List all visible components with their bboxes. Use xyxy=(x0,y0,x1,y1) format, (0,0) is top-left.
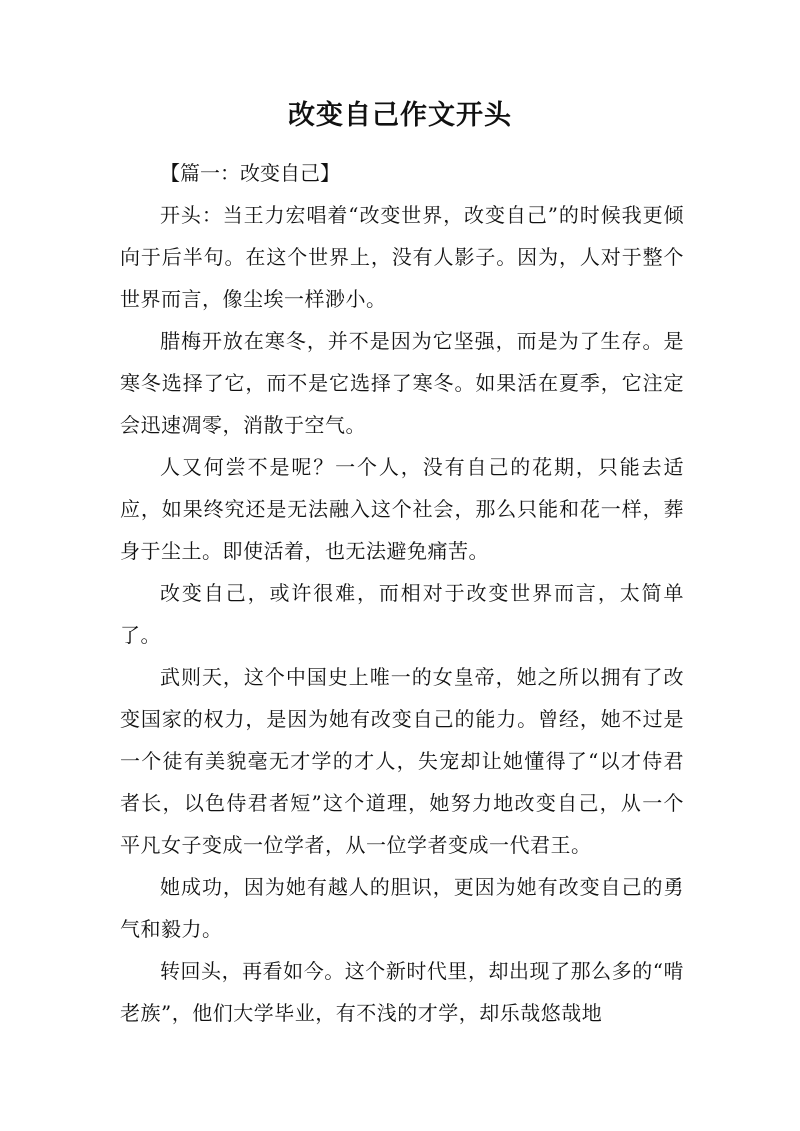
paragraph-5: 武则天，这个中国史上唯一的女皇帝，她之所以拥有了改变国家的权力，是因为她有改变自己的能力。曾经，她不过是一个徒有美貌毫无才学的才人，失宠却让她懂得了“以才侍君者长，以色侍君者短”这个道理，她努力地改变自己，从一个平凡女子变成一位学者，从一位学者变成一代君王。 xyxy=(120,665,684,857)
paragraph-2: 腊梅开放在寒冬，并不是因为它坚强，而是为了生存。是寒冬选择了它，而不是它选择了寒冬。如果活在夏季，它注定会迅速凋零，消散于空气。 xyxy=(120,329,684,437)
paragraph-7: 转回头，再看如今。这个新时代里，却出现了那么多的“啃老族”，他们大学毕业，有不浅的才学，却乐哉悠哉地 xyxy=(120,959,684,1025)
document-body xyxy=(120,152,684,1034)
paragraph-6: 她成功，因为她有越人的胆识，更因为她有改变自己的勇气和毅力。 xyxy=(120,875,684,941)
paragraph-3: 人又何尝不是呢？一个人，没有自己的花期，只能去适应，如果终究还是无法融入这个社会，那么只能和花一样，葬身于尘土。即使活着，也无法避免痛苦。 xyxy=(120,455,684,563)
document-title: 改变自己作文开头 xyxy=(288,100,512,131)
paragraph-4: 改变自己，或许很难，而相对于改变世界而言，太简单了。 xyxy=(120,581,684,647)
section-heading: 【篇一：改变自己】 xyxy=(160,161,340,185)
paragraph-1: 开头：当王力宏唱着“改变世界，改变自己”的时候我更倾向于后半句。在这个世界上，没有人影子。因为，人对于整个世界而言，像尘埃一样渺小。 xyxy=(120,203,684,311)
